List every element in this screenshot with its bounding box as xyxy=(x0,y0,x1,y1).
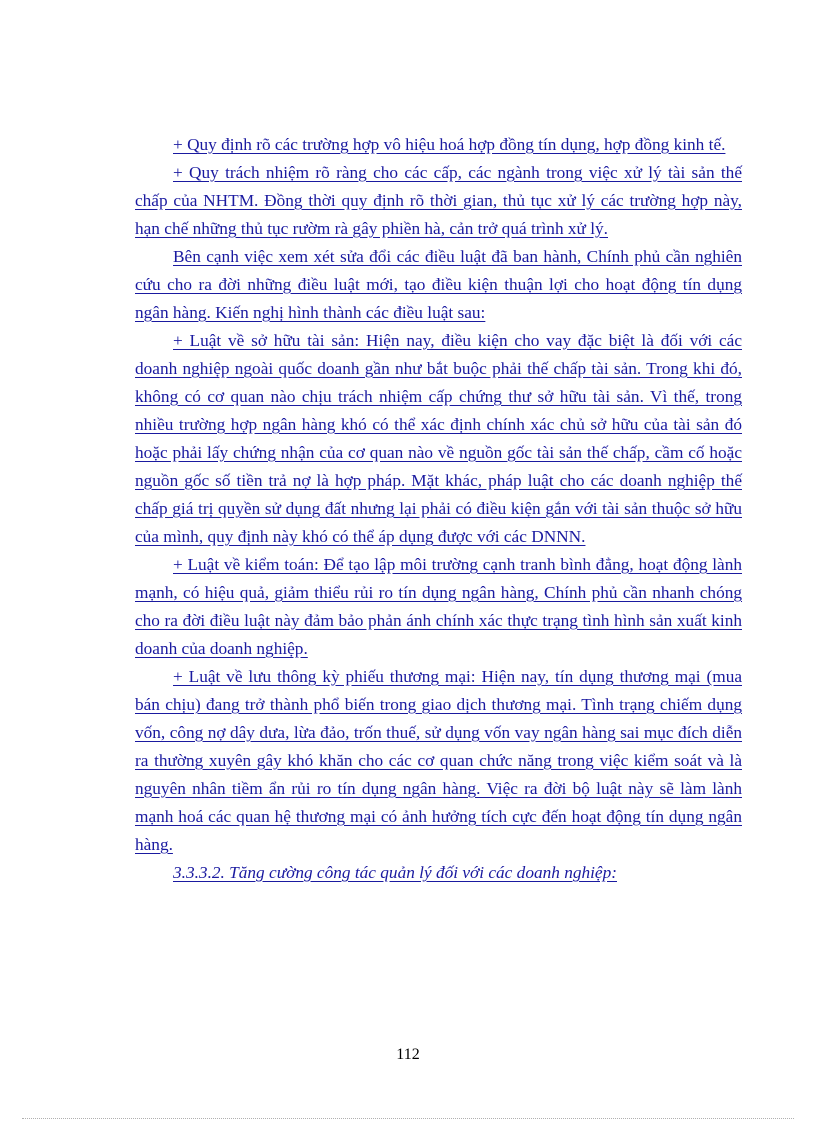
document-body xyxy=(135,131,742,887)
paragraph-2: + Quy trách nhiệm rõ ràng cho các cấp, các ngành trong việc xử lý tài sản thế chấp của NHTM. Đồng thời quy định rõ thời gian, thủ tục xử lý các trường hợp này, hạn chế những thủ tục rườm rà gây phiền hà, cản trở quá trình xử lý. xyxy=(135,163,742,238)
paragraph-5: + Luật về kiểm toán: Để tạo lập môi trường cạnh tranh bình đẳng, hoạt động lành mạnh, có hiệu quả, giảm thiểu rủi ro tín dụng ngân hàng, Chính phủ cần nhanh chóng cho ra đời điều luật này đảm bảo phản ánh chính xác thực trạng tình hình sản xuất kinh doanh của doanh nghiệp. xyxy=(135,555,742,658)
page-number: 112 xyxy=(396,1046,420,1063)
section-heading: 3.3.3.2. Tăng cường công tác quản lý đối với các doanh nghiệp: xyxy=(173,863,617,882)
paragraph-4: + Luật về sở hữu tài sản: Hiện nay, điều kiện cho vay đặc biệt là đối với các doanh nghiệp ngoài quốc doanh gần như bắt buộc phải thế chấp tài sản. Trong khi đó, không có cơ quan nào chịu trách nhiệm cấp chứng thư sở hữu tài sản. Vì thế, trong nhiều trường hợp ngân hàng khó có thể xác định chính xác chủ sở hữu của tài sản đó hoặc phải lấy chứng nhận của cơ quan nào về nguồn gốc tài sản thế chấp, cầm cố hoặc nguồn gốc số tiền trả nợ là hợp pháp. Mặt khác, pháp luật cho các doanh nghiệp thế chấp giá trị quyền sử dụng đất nhưng lại phải có điều kiện gắn với tài sản thuộc sở hữu của mình, quy định này khó có thể áp dụng được với các DNNN. xyxy=(135,331,742,546)
page-bottom-divider xyxy=(22,1118,794,1119)
paragraph-1: + Quy định rõ các trường hợp vô hiệu hoá hợp đồng tín dụng, hợp đồng kinh tế. xyxy=(173,135,726,154)
paragraph-6: + Luật về lưu thông kỳ phiếu thương mại: Hiện nay, tín dụng thương mại (mua bán chịu) đang trở thành phổ biến trong giao dịch thương mại. Tình trạng chiếm dụng vốn, công nợ dây dưa, lừa đảo, trốn thuế, sử dụng vốn vay ngân hàng sai mục đích diễn ra thường xuyên gây khó khăn cho các cơ quan chức năng trong việc kiểm soát và là nguyên nhân tiềm ẩn rủi ro tín dụng ngân hàng. Việc ra đời bộ luật này sẽ làm lành mạnh hoá các quan hệ thương mại có ảnh hưởng tích cực đến hoạt động tín dụng ngân hàng. xyxy=(135,667,742,854)
paragraph-3: Bên cạnh việc xem xét sửa đổi các điều luật đã ban hành, Chính phủ cần nghiên cứu cho ra đời những điều luật mới, tạo điều kiện thuận lợi cho hoạt động tín dụng ngân hàng. Kiến nghị hình thành các điều luật sau: xyxy=(135,247,742,322)
